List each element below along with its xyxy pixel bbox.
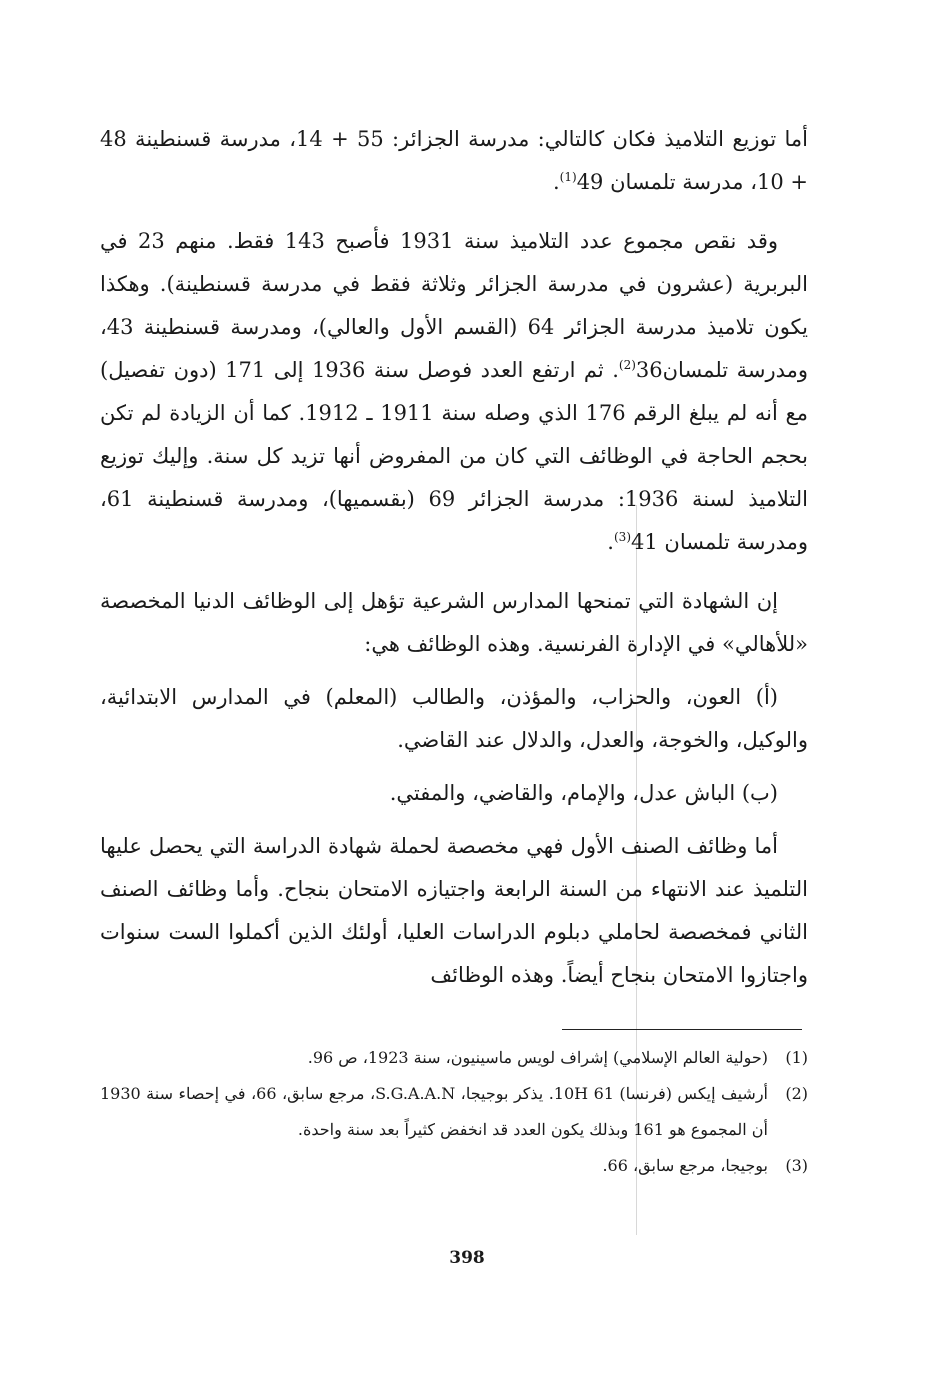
footnote-2 bbox=[100, 1076, 808, 1148]
footnote-3 bbox=[100, 1148, 808, 1184]
paragraph-2 bbox=[100, 220, 808, 564]
footnote-number: (1) bbox=[785, 1048, 808, 1067]
footnotes bbox=[100, 1040, 808, 1184]
paragraph-1-text: أما توزيع التلاميذ فكان كالتالي: مدرسة الجزائر: 55 + 14، مدرسة قسنطينة 48 + 10، مدرسة تلمسان 49 bbox=[100, 127, 808, 194]
footnote-number: (2) bbox=[785, 1084, 808, 1103]
paragraph-1 bbox=[100, 118, 808, 204]
footnote-separator bbox=[562, 1029, 802, 1030]
footnote-1 bbox=[100, 1040, 808, 1076]
paragraph-2-end: . bbox=[607, 530, 614, 554]
footnote-ref-3: (3) bbox=[613, 530, 631, 544]
paragraph-2-text-b: . ثم ارتفع العدد فوصل سنة 1936 إلى 171 (دون تفصيل) مع أنه لم يبلغ الرقم 176 الذي وصله سنة 1911 ـ 1912. كما أن الزيادة لم تكن بحجم الحاجة في الوظائف التي كان من المفروض أنها تزيد كل سنة. وإليك توزيع التلاميذ لسنة 1936: مدرسة الجزائر 69 (بقسميها)، ومدرسة قسنطينة 61، ومدرسة تلمسان 41 bbox=[100, 358, 808, 554]
paragraph-4: أما وظائف الصنف الأول فهي مخصصة لحملة شهادة الدراسة التي يحصل عليها التلميذ عند الانتهاء من السنة الرابعة واجتيازه الامتحان بنجاح. وأما وظائف الصنف الثاني فمخصصة لحاملي دبلوم الدراسات العليا، أولئك الذين أكملوا الست سنوات واجتازوا الامتحان بنجاح أيضاً. وهذه الوظائف bbox=[100, 834, 808, 987]
paragraph-1-end: . bbox=[552, 170, 560, 194]
paragraph-2-text-a: وقد نقص مجموع عدد التلاميذ سنة 1931 فأصبح 143 فقط. منهم 23 في البربرية (عشرون في مدرسة الجزائر وثلاثة فقط في مدرسة قسنطينة). وهكذا يكون تلاميذ مدرسة الجزائر 64 (القسم الأول والعالي)، ومدرسة قسنطينة 43، ومدرسة تلمسان36 bbox=[100, 229, 808, 382]
main-text bbox=[100, 118, 808, 997]
footnote-text: بوجيجا، مرجع سابق، 66. bbox=[602, 1156, 768, 1175]
list-item-a: (أ) العون، والحزاب، والمؤذن، والطالب (المعلم) في المدارس الابتدائية، والوكيل، والخوجة، والعدل، والدلال عند القاضي. bbox=[100, 685, 808, 752]
footnote-number: (3) bbox=[785, 1156, 808, 1175]
footnote-text: أرشيف إيكس (فرنسا) 10H 61. يذكر بوجيجا، S.G.A.A.N، مرجع سابق، 66، في إحصاء سنة 1930 أن المجموع هو 161 وبذلك يكون العدد قد انخفض كثيراً بعد سنة واحدة. bbox=[100, 1084, 769, 1139]
paragraph-3: إن الشهادة التي تمنحها المدارس الشرعية تؤهل إلى الوظائف الدنيا المخصصة «للأهالي» في الإدارة الفرنسية. وهذه الوظائف هي: bbox=[100, 589, 808, 656]
list-item-b: (ب) الباش عدل، والإمام، والقاضي، والمفتي. bbox=[389, 781, 778, 805]
footnote-text: (حولية العالم الإسلامي) إشراف لويس ماسينيون، سنة 1923، ص 96. bbox=[307, 1048, 768, 1067]
footnote-ref-1: (1) bbox=[559, 170, 577, 184]
page-number: 398 bbox=[449, 1248, 485, 1268]
footnote-ref-2: (2) bbox=[618, 358, 636, 372]
